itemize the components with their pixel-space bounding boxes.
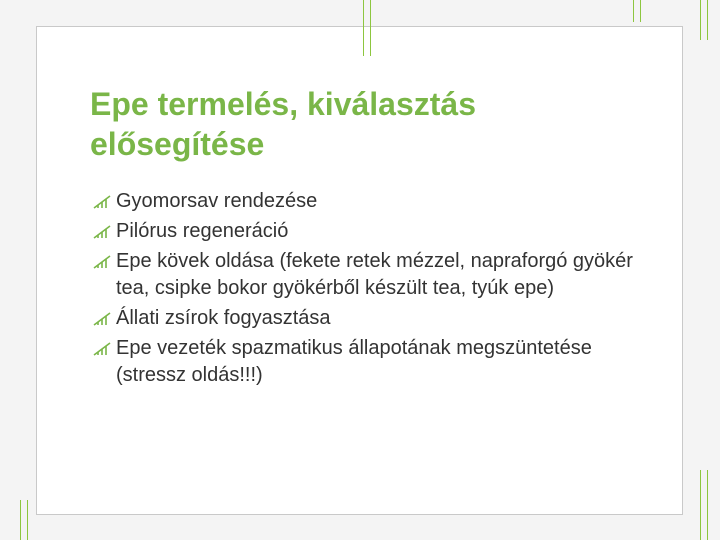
bullet-text: Epe vezeték spazmatikus állapotának megszüntetése (stressz oldás!!!): [116, 337, 592, 386]
decorative-line: [633, 0, 634, 22]
bullet-text: Gyomorsav rendezése: [116, 190, 318, 212]
decorative-line: [707, 0, 708, 40]
signal-bars-icon: [92, 194, 112, 210]
list-item: [92, 218, 652, 245]
signal-bars-icon: [92, 254, 112, 270]
bullet-text: Epe kövek oldása (fekete retek mézzel, napraforgó gyökér tea, csipke bokor gyökérből készült tea, tyúk epe): [116, 250, 633, 299]
decorative-line: [27, 500, 28, 540]
signal-bars-icon: [92, 311, 112, 327]
signal-bars-icon: [92, 224, 112, 240]
list-item: [92, 335, 652, 389]
decorative-line: [370, 0, 371, 56]
decorative-line: [363, 0, 364, 56]
decorative-line: [20, 500, 21, 540]
decorative-line: [707, 470, 708, 540]
decorative-line: [700, 0, 701, 40]
bullet-text: Pilórus regeneráció: [116, 220, 289, 242]
slide-title: Epe termelés, kiválasztás elősegítése: [90, 86, 477, 162]
decorative-line: [700, 470, 701, 540]
signal-bars-icon: [92, 341, 112, 357]
list-item: [92, 305, 652, 332]
list-item: [92, 248, 652, 302]
bullet-text: Állati zsírok fogyasztása: [116, 307, 331, 329]
bullet-list: [92, 188, 652, 392]
decorative-line: [640, 0, 641, 22]
list-item: [92, 188, 652, 215]
